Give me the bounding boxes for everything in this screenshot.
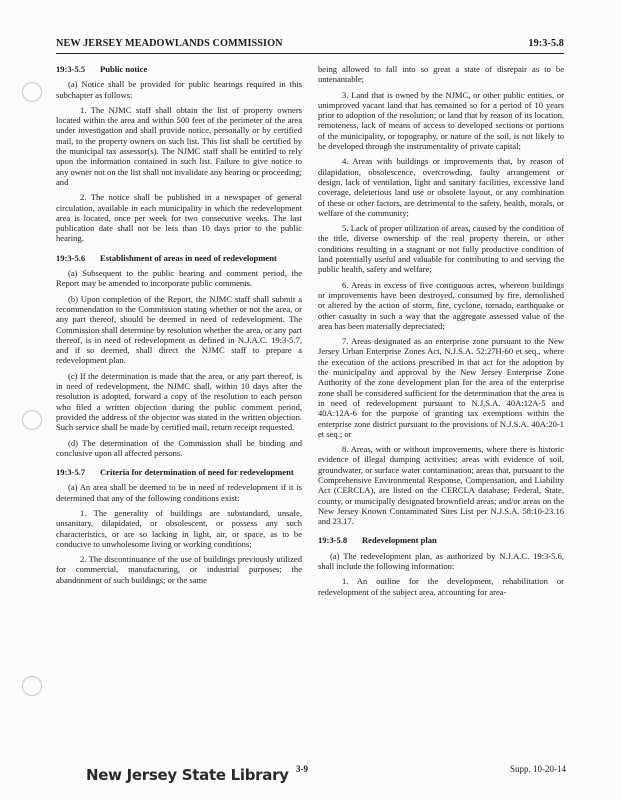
- paragraph: being allowed to fall into so great a state of disrepair as to be untenantable;: [318, 64, 564, 85]
- subparagraph: 2. The discontinuance of the use of buildings previously utilized for commercial, manufacturing, or industrial purposes; the abandonment of such buildings; or the same: [56, 554, 302, 585]
- paragraph: (c) If the determination is made that the area, or any part thereof, is in need of redevelopment, the NJMC shall, within 10 days after the resolution is adopted, forward a copy of the resolution to each person who filed a written objection during the public comment period, provided the address of the objector was stated in the written objection. Such service shall be made by certified mail, return receipt requested.: [56, 370, 302, 433]
- punch-hole-icon: [22, 82, 42, 102]
- header-section: 19:3-5.8: [528, 38, 564, 49]
- paragraph: (a) The redevelopment plan, as authorized by N.J.A.C. 19:3-5.6, shall include the following information:: [318, 550, 564, 572]
- right-column: [318, 64, 564, 602]
- subparagraph: 5. Lack of proper utilization of areas, caused by the condition of the title, diverse ownership of the real property therein, or other conditions resulting in a stagnant or not fully productive condition of land potentially useful and valuable for contributing to and serving the public health, safety and welfare;: [318, 223, 564, 275]
- subparagraph: 3. Land that is owned by the NJMC, or other public entities, or unimproved vacant land that has remained so for a period of 10 years prior to adoption of the resolution; or land that by reason of its location, remoteness, lack of means of access to developed sections or portions of the municipality, or topography, or nature of the soil, is not likely to be developed through the instrumentality of private capital;: [318, 89, 564, 152]
- section-heading: [56, 467, 302, 477]
- supplement-date: Supp. 10-20-14: [510, 764, 566, 774]
- section-number: 19:3-5.5: [56, 64, 86, 74]
- library-stamp: New Jersey State Library: [86, 766, 289, 784]
- paragraph: (d) The determination of the Commission shall be binding and conclusive upon all affected persons.: [56, 437, 302, 458]
- left-column: [56, 64, 302, 590]
- section-title: Criteria for determination of need for redevelopment: [100, 467, 294, 478]
- subparagraph: 6. Areas in excess of five contiguous acres, whereon buildings or improvements have been destroyed, consumed by fire, demolished or altered by the action of storm, fire, cyclone, tornado, earthquake or other casualty in such a way that the aggregate assessed value of the area has been materially depreciated;: [318, 279, 564, 331]
- subparagraph: 8. Areas, with or without improvements, where there is historic evidence of illegal dumping activities; areas with evidence of soil, groundwater, or surface water contamination; areas that, pursuant to the Comprehensive Environmental Response, Compensation, and Liability Act (CERCLA), are listed on the CERCLA database; Federal, State, county, or municipally designated brownfield areas; and/or areas on the New Jersey Known Contaminated Sites List per N.J.S.A. 58:10-23.16 and 23.17.: [318, 444, 564, 527]
- section-title: Establishment of areas in need of redevelopment: [100, 252, 277, 263]
- section-heading: [56, 253, 302, 263]
- subparagraph: 1. The generality of buildings are substandard, unsafe, unsanitary, dilapidated, or obsolescent, or possess any such characteristics, or are so lacking in light, air, or space, as to be conducive to unwholesome living or working conditions;: [56, 507, 302, 549]
- paragraph: (a) Subsequent to the public hearing and comment period, the Report may be amended to incorporate public comments.: [56, 268, 302, 289]
- punch-hole-icon: [22, 410, 42, 430]
- section-heading: [318, 535, 564, 545]
- paragraph: (a) An area shall be deemed to be in need of redevelopment if it is determined that any of the following conditions exist:: [56, 482, 302, 503]
- running-header: [56, 38, 564, 49]
- subparagraph: 1. The NJMC staff shall obtain the list of property owners located within the area and within 500 feet of the perimeter of the area under investigation and shall provide notice, personally or by certified mail, to the property owners on such list. This list shall be certified by the municipal tax assessor(s). The NJMC staff shall be entitled to rely upon the information contained in such list. Failure to give notice to any owner not on the list shall not invalidate any hearing or proceeding; and: [56, 104, 302, 187]
- subparagraph: 7. Areas designated as an enterprise zone pursuant to the New Jersey Urban Enterprise Zones Act, N.J.S.A. 52:27H-60 et seq., where the execution of the actions prescribed in that act for the adoption by the municipality and approval by the New Jersey Enterprise Zone Authority of the zone development plan for the area of the enterprise zone shall be considered sufficient for the determination that the area is in need of redevelopment pursuant to N.J.S.A. 40A:12A-5 and 40A:12A-6 for the purpose of granting tax exemptions within the enterprise zone district pursuant to the provisions of N.J.S.A. 40A:20-1 et seq.; or: [318, 336, 564, 439]
- section-number: 19:3-5.6: [56, 252, 86, 263]
- section-number: 19:3-5.8: [318, 535, 348, 546]
- subparagraph: 1. An outline for the development, rehabilitation or redevelopment of the subject area, accounting for area-: [318, 576, 564, 597]
- section-title: Redevelopment plan: [362, 535, 437, 546]
- punch-hole-icon: [22, 676, 42, 696]
- subparagraph: 4. Areas with buildings or improvements that, by reason of dilapidation, obsolescence, overcrowding, faulty arrangement or design, lack of ventilation, light and sanitary facilities, excessive land coverage, deleterious land use or obsolete layout, or any combination of these or other factors, are detrimental to the safety, health, morals, or welfare of the community;: [318, 156, 564, 218]
- page-number: 3-9: [296, 764, 308, 774]
- paragraph: (b) Upon completion of the Report, the NJMC staff shall submit a recommendation to the Commission stating whether or not the area, or any part thereof, should be deemed in need of redevelopment. The Commission shall determine by resolution whether the area, or any part thereof, is in need of redevelopment as defined in N.J.A.C. 19:3-5.7, and if so deemed, shall direct the NJMC staff to prepare a redevelopment plan.: [56, 293, 302, 366]
- section-number: 19:3-5.7: [56, 467, 86, 478]
- section-title: Public notice: [100, 64, 148, 74]
- header-agency: NEW JERSEY MEADOWLANDS COMMISSION: [56, 38, 283, 49]
- header-rule: [56, 53, 564, 54]
- subparagraph: 2. The notice shall be published in a newspaper of general circulation, available in each municipality in which the redevelopment area is located, once per week for two consecutive weeks. The last publication date shall not be less than 10 days prior to the public hearing.: [56, 192, 302, 244]
- section-heading: [56, 64, 302, 74]
- paragraph: (a) Notice shall be provided for public hearings required in this subchapter as follows:: [56, 79, 302, 100]
